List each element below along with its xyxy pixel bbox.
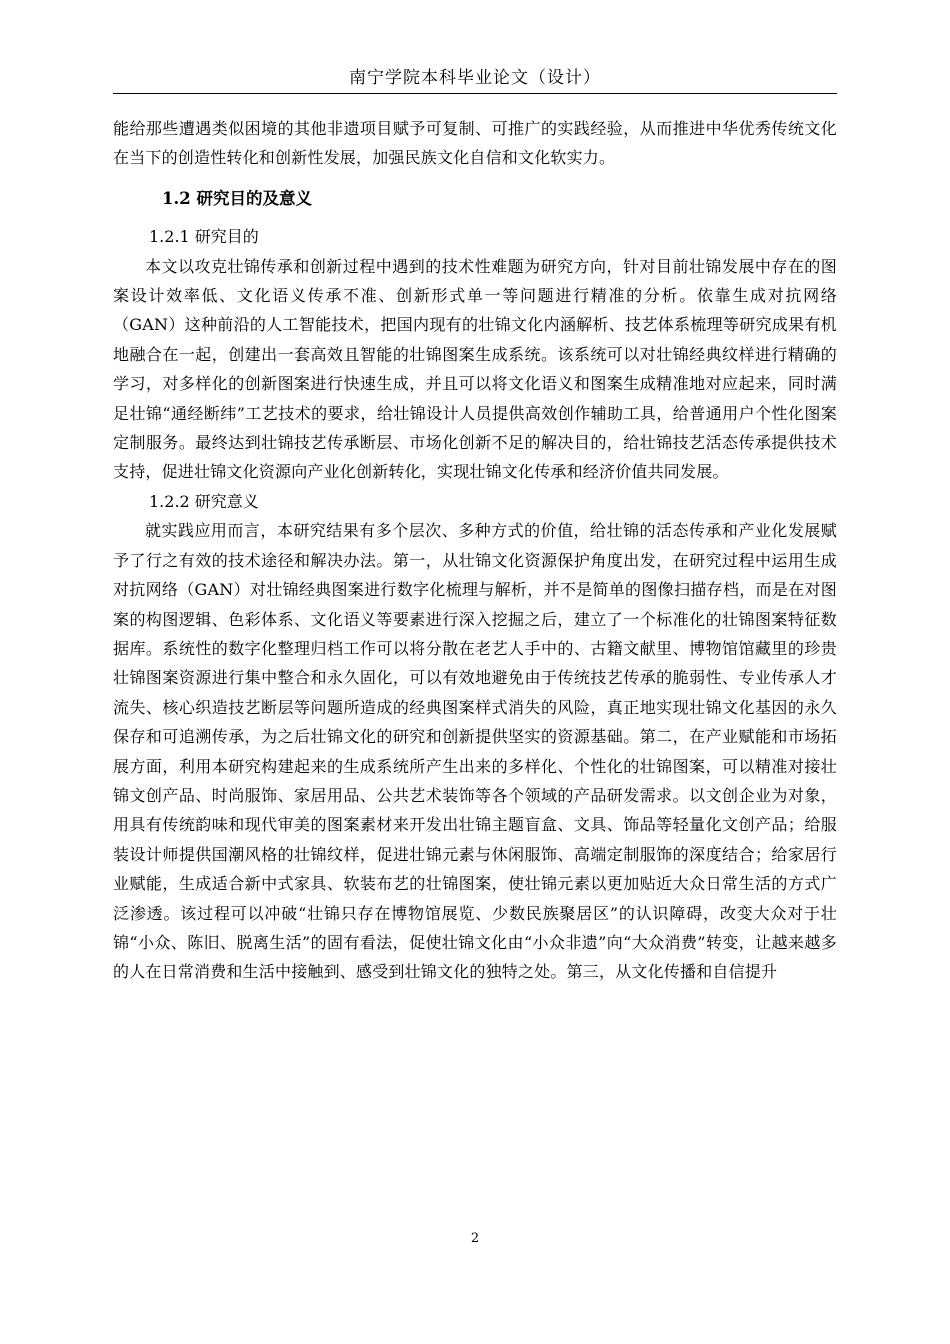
intro-paragraph: 能给那些遭遇类似困境的其他非遗项目赋予可复制、可推广的实践经验，从而推进中华优秀传统文化在当下的创造性转化和创新性发展，加强民族文化自信和文化软实力。	[113, 119, 837, 168]
header-rule	[113, 93, 837, 94]
running-header: 南宁学院本科毕业论文（设计）	[349, 68, 601, 88]
subsection-1-heading: 1.2.1 研究目的	[149, 227, 259, 247]
subsection-2-paragraph: 就实践应用而言，本研究结果有多个层次、多种方式的价值，给壮锦的活态传承和产业化发展赋予了行之有效的技术途径和解决办法。第一，从壮锦文化资源保护角度出发，在研究过程中运用生成对抗网络（GAN）对壮锦经典图案进行数字化梳理与解析，并不是简单的图像扫描存档，而是在对图案的构图逻辑、色彩体系、文化语义等要素进行深入挖掘之后，建立了一个标准化的壮锦图案特征数据库。系统性的数字化整理归档工作可以将分散在老艺人手中的、古籍文献里、博物馆馆藏里的珍贵壮锦图案资源进行集中整合和永久固化，可以有效地避免由于传统技艺传承的脆弱性、专业传承人才流失、核心织造技艺断层等问题所造成的经典图案样式消失的风险，真正地实现壮锦文化基因的永久保存和可追溯传承，为之后壮锦文化的研究和创新提供坚实的资源基础。第二，在产业赋能和市场拓展方面，利用本研究构建起来的生成系统所产生出来的多样化、个性化的壮锦图案，可以精准对接壮锦文创产品、时尚服饰、家居用品、公共艺术装饰等各个领域的产品研发需求。以文创企业为对象，用具有传统韵味和现代审美的图案素材来开发出壮锦主题盲盒、文具、饰品等轻量化文创产品；给服装设计师提供国潮风格的壮锦纹样，促进壮锦元素与休闲服饰、高端定制服饰的深度结合；给家居行业赋能，生成适合新中式家具、软装布艺的壮锦图案，使壮锦元素以更加贴近大众日常生活的方式广泛渗透。该过程可以冲破“壮锦只存在博物馆展览、少数民族聚居区”的认识障碍，改变大众对于壮锦“小众、陈旧、脱离生活”的固有看法，促使壮锦文化由“小众非遗”向“大众消费”转变，让越来越多的人在日常消费和生活中接触到、感受到壮锦文化的独特之处。第三，从文化传播和自信提升	[113, 521, 837, 982]
page-body	[113, 114, 837, 987]
section-heading: 1.2 研究目的及意义	[162, 188, 312, 208]
subsection-2-heading: 1.2.2 研究意义	[149, 491, 259, 511]
subsection-1-paragraph: 本文以攻克壮锦传承和创新过程中遇到的技术性难题为研究方向，针对目前壮锦发展中存在的图案设计效率低、文化语义传承不准、创新形式单一等问题进行精准的分析。依靠生成对抗网络（GAN）这种前沿的人工智能技术，把国内现有的壮锦文化内涵解析、技艺体系梳理等研究成果有机地融合在一起，创建出一套高效且智能的壮锦图案生成系统。该系统可以对壮锦经典纹样进行精确的学习，对多样化的创新图案进行快速生成，并且可以将文化语义和图案生成精准地对应起来，同时满足壮锦“通经断纬”工艺技术的要求，给壮锦设计人员提供高效创作辅助工具，给普通用户个性化图案定制服务。最终达到壮锦技艺传承断层、市场化创新不足的解决目的，给壮锦技艺活态传承提供技术支持，促进壮锦文化资源向产业化创新转化，实现壮锦文化传承和经济价值共同发展。	[113, 256, 837, 482]
page-number: 2	[470, 1231, 480, 1246]
